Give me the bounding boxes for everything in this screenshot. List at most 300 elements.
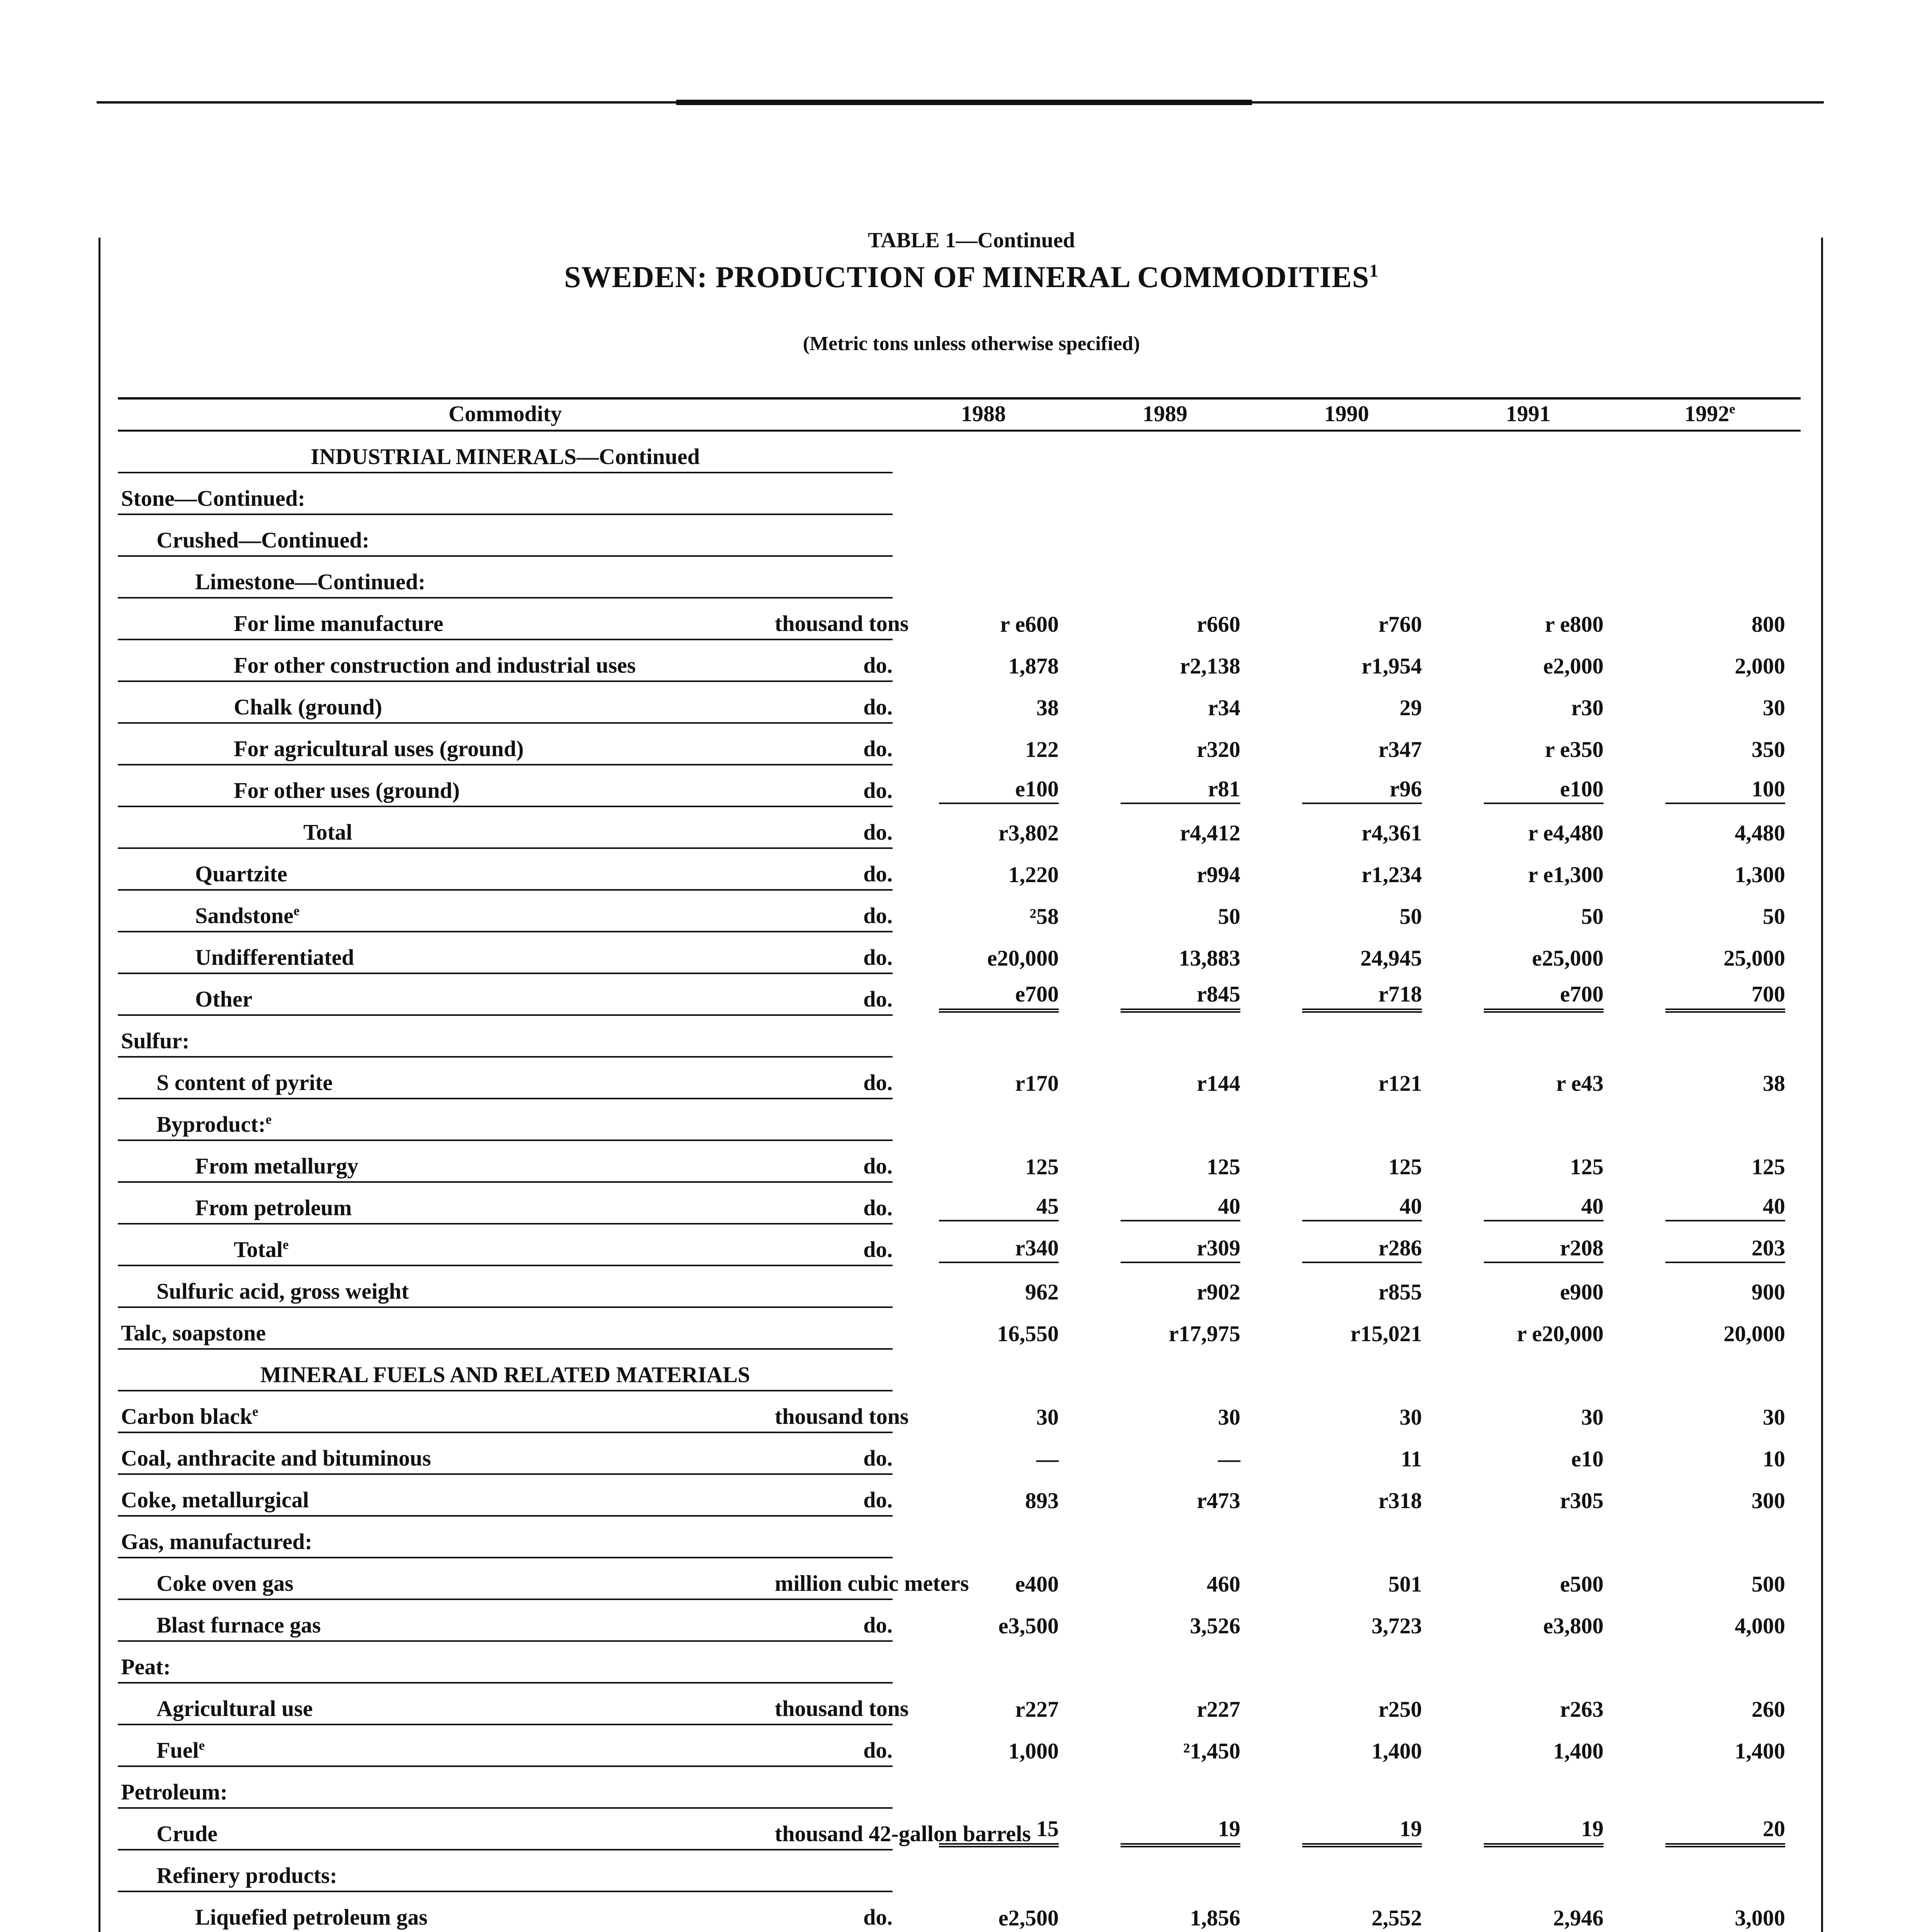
unit-label: do.	[775, 1432, 893, 1474]
value-cell	[1437, 890, 1619, 932]
value-cell	[893, 973, 1074, 1015]
value: r347	[1378, 737, 1422, 762]
value-cell	[893, 1599, 1074, 1641]
value-cell	[1074, 932, 1256, 973]
unit-label: thousand 42-gallon barrels	[775, 1808, 893, 1850]
value-cell	[1256, 1265, 1437, 1307]
value: r902	[1197, 1279, 1241, 1304]
commodity-label: Byproduct:$^e$	[118, 1099, 775, 1140]
value-cell	[1437, 723, 1619, 765]
commodity-label: Petroleum:	[118, 1766, 775, 1808]
group-row	[118, 1099, 1801, 1140]
value-cell	[1074, 1391, 1256, 1432]
value-cell	[1619, 1725, 1801, 1766]
value-cell	[1074, 1307, 1256, 1349]
value-cell	[893, 1683, 1074, 1725]
unit-label: thousand tons	[775, 1391, 893, 1432]
value: 500	[1752, 1571, 1786, 1597]
value-cell	[1256, 1391, 1437, 1432]
value: ²58	[1029, 904, 1059, 929]
commodity-label: Liquefied petroleum gas	[118, 1891, 775, 1932]
value: r e800	[1545, 612, 1604, 637]
value: —	[1036, 1446, 1059, 1471]
empty-cell	[893, 1641, 1074, 1683]
value: 30	[1036, 1405, 1059, 1430]
unit-label: thousand tons	[775, 1683, 893, 1725]
commodity-label: Coke oven gas	[118, 1558, 775, 1599]
empty-cell	[1437, 556, 1619, 598]
value-cell	[1619, 1307, 1801, 1349]
commodity-label: From metallurgy	[118, 1140, 775, 1182]
value-cell	[1074, 1432, 1256, 1474]
table-row	[118, 1224, 1801, 1265]
value-cell	[1074, 890, 1256, 932]
empty-cell	[1256, 1766, 1437, 1808]
value: ²1,450	[1183, 1738, 1241, 1764]
value: r318	[1378, 1488, 1422, 1513]
value: 460	[1207, 1571, 1241, 1597]
value-cell	[893, 1391, 1074, 1432]
commodity-label: Coal, anthracite and bituminous	[118, 1432, 775, 1474]
value: 3,000	[1735, 1905, 1786, 1930]
value-cell	[1074, 723, 1256, 765]
value: r473	[1197, 1488, 1241, 1513]
table-row	[118, 1599, 1801, 1641]
value: 3,526	[1190, 1613, 1241, 1638]
value-cell	[1437, 598, 1619, 639]
commodity-label: Sandstone$^e$	[118, 890, 775, 932]
section-row	[118, 431, 1801, 473]
value-cell	[1074, 1808, 1256, 1850]
value-cell	[1074, 1057, 1256, 1099]
table-row	[118, 1558, 1801, 1599]
value-cell	[1437, 1683, 1619, 1725]
commodity-label: Agricultural use	[118, 1683, 775, 1725]
group-row	[118, 1641, 1801, 1683]
value: r320	[1197, 737, 1241, 762]
commodity-label: For other construction and industrial uses	[118, 639, 775, 681]
value-cell	[1074, 1725, 1256, 1766]
value-cell	[1074, 848, 1256, 890]
value-cell	[1619, 598, 1801, 639]
value-cell	[1074, 806, 1256, 848]
value: e2,000	[1543, 653, 1604, 679]
value-cell	[1619, 973, 1801, 1015]
value-cell	[1074, 1891, 1256, 1932]
value-cell	[893, 598, 1074, 639]
value: r e350	[1545, 737, 1604, 762]
value-cell	[1619, 765, 1801, 806]
commodity-label: Blast furnace gas	[118, 1599, 775, 1641]
empty-cell	[893, 1099, 1074, 1140]
unit-label	[775, 1766, 893, 1808]
value: 1,220	[1008, 862, 1059, 887]
value: 122	[1025, 737, 1059, 762]
value: 40	[1484, 1193, 1604, 1221]
commodity-label: Total$^e$	[118, 1224, 775, 1265]
unit-label: do.	[775, 1474, 893, 1516]
value: e3,500	[998, 1613, 1059, 1638]
empty-cell	[893, 514, 1074, 556]
value-cell	[1256, 765, 1437, 806]
table-row	[118, 598, 1801, 639]
value: 700	[1665, 981, 1785, 1013]
commodity-label: S content of pyrite	[118, 1057, 775, 1099]
group-row	[118, 514, 1801, 556]
value-cell	[1256, 1599, 1437, 1641]
value: 260	[1752, 1697, 1786, 1722]
value: 10	[1763, 1446, 1786, 1471]
value: r227	[1197, 1697, 1241, 1722]
value: r34	[1208, 695, 1241, 720]
commodity-label: Limestone—Continued:	[118, 556, 775, 598]
table-row	[118, 639, 1801, 681]
value: r1,954	[1361, 653, 1422, 679]
empty-cell	[1437, 1641, 1619, 1683]
value-cell	[1437, 1891, 1619, 1932]
table-row	[118, 1265, 1801, 1307]
value: r208	[1484, 1235, 1604, 1263]
value: 125	[1388, 1154, 1422, 1179]
empty-cell	[1074, 1349, 1256, 1391]
value-cell	[1619, 1432, 1801, 1474]
empty-cell	[1437, 1516, 1619, 1558]
value-cell	[893, 1224, 1074, 1265]
value: 20	[1665, 1816, 1785, 1847]
value: e10	[1571, 1446, 1604, 1471]
value: 40	[1302, 1193, 1422, 1221]
value: 30	[1581, 1405, 1604, 1430]
unit-label	[775, 473, 893, 514]
table-row	[118, 1391, 1801, 1432]
group-row	[118, 1766, 1801, 1808]
empty-cell	[1256, 1516, 1437, 1558]
empty-cell	[1619, 1516, 1801, 1558]
empty-cell	[893, 1850, 1074, 1891]
unit-label: do.	[775, 765, 893, 806]
section-heading: MINERAL FUELS AND RELATED MATERIALS	[118, 1349, 893, 1391]
value: 1,856	[1190, 1905, 1241, 1930]
value: 125	[1025, 1154, 1059, 1179]
value: r e20,000	[1517, 1321, 1604, 1346]
unit-label: do.	[775, 681, 893, 723]
value: 24,945	[1360, 946, 1422, 971]
value-cell	[893, 1140, 1074, 1182]
empty-cell	[1437, 1349, 1619, 1391]
unit-label: do.	[775, 1140, 893, 1182]
group-row	[118, 1850, 1801, 1891]
table-row	[118, 1891, 1801, 1932]
value-cell	[1437, 1182, 1619, 1224]
table-row	[118, 1432, 1801, 1474]
value: 893	[1025, 1488, 1059, 1513]
value: 125	[1752, 1154, 1786, 1179]
value-cell	[1074, 1140, 1256, 1182]
empty-cell	[1437, 431, 1619, 473]
value: 1,400	[1371, 1738, 1422, 1764]
value: 50	[1218, 904, 1241, 929]
value: r170	[1015, 1071, 1059, 1096]
value-cell	[1256, 1558, 1437, 1599]
unit-label: million cubic meters	[775, 1558, 893, 1599]
value-cell	[1619, 1558, 1801, 1599]
value-cell	[893, 723, 1074, 765]
value: e3,800	[1543, 1613, 1604, 1638]
value-cell	[1619, 1391, 1801, 1432]
value: 29	[1400, 695, 1422, 720]
empty-cell	[1074, 1015, 1256, 1057]
value-cell	[1074, 1683, 1256, 1725]
value: r855	[1378, 1279, 1422, 1304]
empty-cell	[1619, 556, 1801, 598]
value-cell	[1074, 1474, 1256, 1516]
value: 1,878	[1008, 653, 1059, 679]
value: 19	[1121, 1816, 1240, 1847]
value: r e43	[1556, 1071, 1604, 1096]
value-cell	[1619, 639, 1801, 681]
commodity-label: Undifferentiated	[118, 932, 775, 973]
commodity-label: Sulfur:	[118, 1015, 775, 1057]
empty-cell	[893, 556, 1074, 598]
table-subtitle: (Metric tons unless otherwise specified)	[803, 333, 1140, 355]
commodity-label: Other	[118, 973, 775, 1015]
value-cell	[1619, 806, 1801, 848]
value-cell	[1437, 1307, 1619, 1349]
value: 30	[1400, 1405, 1422, 1430]
value-cell	[1437, 1224, 1619, 1265]
empty-cell	[1437, 1015, 1619, 1057]
value: r3,802	[998, 820, 1059, 845]
value-cell	[893, 765, 1074, 806]
empty-cell	[1074, 1516, 1256, 1558]
value-cell	[893, 1265, 1074, 1307]
value: 350	[1752, 737, 1786, 762]
value-cell	[1256, 1307, 1437, 1349]
empty-cell	[1074, 1766, 1256, 1808]
value: 40	[1121, 1193, 1240, 1221]
value: r760	[1378, 612, 1422, 637]
unit-label	[775, 1850, 893, 1891]
unit-label: do.	[775, 723, 893, 765]
value-cell	[1619, 1683, 1801, 1725]
empty-cell	[1074, 431, 1256, 473]
empty-cell	[1256, 1099, 1437, 1140]
value: 30	[1763, 1405, 1786, 1430]
empty-cell	[1619, 473, 1801, 514]
value-cell	[1256, 1683, 1437, 1725]
value-cell	[1256, 1432, 1437, 1474]
value: r2,138	[1180, 653, 1241, 679]
value: r4,412	[1180, 820, 1241, 845]
empty-cell	[1074, 1641, 1256, 1683]
value: r4,361	[1361, 820, 1422, 845]
value: 100	[1665, 776, 1785, 804]
commodity-label: Carbon black$^e$	[118, 1391, 775, 1432]
value: 3,723	[1371, 1613, 1422, 1638]
value: 1,400	[1553, 1738, 1604, 1764]
value: r30	[1571, 695, 1604, 720]
unit-label: do.	[775, 639, 893, 681]
value-cell	[893, 932, 1074, 973]
unit-label	[775, 1265, 893, 1307]
commodity-label: For lime manufacture	[118, 598, 775, 639]
empty-cell	[1256, 1349, 1437, 1391]
value: 1,300	[1735, 862, 1786, 887]
value-cell	[1256, 1891, 1437, 1932]
table-label: TABLE 1—Continued	[868, 228, 1075, 252]
value-cell	[1256, 890, 1437, 932]
empty-cell	[1437, 473, 1619, 514]
value: 800	[1752, 612, 1786, 637]
commodity-label: Stone—Continued:	[118, 473, 775, 514]
table-title: SWEDEN: PRODUCTION OF MINERAL COMMODITIES$^1$	[564, 260, 1379, 294]
value-cell	[893, 1474, 1074, 1516]
empty-cell	[1619, 1099, 1801, 1140]
value: r250	[1378, 1697, 1422, 1722]
value-cell	[893, 1725, 1074, 1766]
value: r1,234	[1361, 862, 1422, 887]
value: —	[1218, 1446, 1241, 1471]
value: r309	[1121, 1235, 1240, 1263]
value: 15	[939, 1816, 1059, 1847]
value-cell	[893, 681, 1074, 723]
empty-cell	[1619, 1349, 1801, 1391]
value-cell	[1619, 723, 1801, 765]
value: r305	[1560, 1488, 1604, 1513]
group-row	[118, 473, 1801, 514]
empty-cell	[1619, 1015, 1801, 1057]
header-year: 1991	[1506, 401, 1551, 426]
unit-label: do.	[775, 973, 893, 1015]
empty-cell	[1256, 473, 1437, 514]
unit-label	[775, 1099, 893, 1140]
value-cell	[1437, 806, 1619, 848]
commodity-label: Gas, manufactured:	[118, 1516, 775, 1558]
value: 19	[1484, 1816, 1604, 1847]
right-margin-rule	[1821, 238, 1823, 1932]
table-row	[118, 723, 1801, 765]
section-heading: INDUSTRIAL MINERALS—Continued	[118, 431, 893, 473]
value-cell	[1619, 1057, 1801, 1099]
value-cell	[1437, 765, 1619, 806]
value-cell	[1437, 639, 1619, 681]
value-cell	[1256, 1057, 1437, 1099]
empty-cell	[1437, 1099, 1619, 1140]
value-cell	[1619, 681, 1801, 723]
value: 20,000	[1723, 1321, 1786, 1346]
table-row	[118, 1140, 1801, 1182]
value-cell	[1256, 932, 1437, 973]
value: 4,480	[1735, 820, 1786, 845]
value-cell	[893, 639, 1074, 681]
empty-cell	[893, 431, 1074, 473]
table-row	[118, 1683, 1801, 1725]
value-cell	[1619, 1182, 1801, 1224]
value: 13,883	[1179, 946, 1241, 971]
value: e900	[1560, 1279, 1604, 1304]
commodity-label: Sulfuric acid, gross weight	[118, 1265, 775, 1307]
value: r718	[1302, 981, 1422, 1013]
value: r286	[1302, 1235, 1422, 1263]
unit-label	[775, 556, 893, 598]
commodity-label: Coke, metallurgical	[118, 1474, 775, 1516]
commodity-label: From petroleum	[118, 1182, 775, 1224]
empty-cell	[1256, 556, 1437, 598]
empty-cell	[1256, 1850, 1437, 1891]
value: e25,000	[1532, 946, 1604, 971]
header-year: 1992e	[1684, 401, 1735, 426]
value: 125	[1207, 1154, 1241, 1179]
empty-cell	[893, 1349, 1074, 1391]
empty-cell	[1619, 1766, 1801, 1808]
empty-cell	[1437, 1766, 1619, 1808]
empty-cell	[1074, 514, 1256, 556]
value-cell	[1437, 932, 1619, 973]
unit-label	[775, 1641, 893, 1683]
empty-cell	[1256, 431, 1437, 473]
value: 16,550	[997, 1321, 1059, 1346]
value: e700	[939, 981, 1059, 1013]
value: r17,975	[1168, 1321, 1241, 1346]
value-cell	[1256, 598, 1437, 639]
unit-label: do.	[775, 806, 893, 848]
unit-label: do.	[775, 1057, 893, 1099]
unit-label: do.	[775, 1599, 893, 1641]
value-cell	[1437, 1432, 1619, 1474]
table-row	[118, 848, 1801, 890]
value: 2,000	[1735, 653, 1786, 679]
production-table	[118, 397, 1801, 1932]
commodity-label: Refinery products:	[118, 1850, 775, 1891]
value-cell	[1256, 1474, 1437, 1516]
section-row	[118, 1349, 1801, 1391]
empty-cell	[1074, 473, 1256, 514]
empty-cell	[1619, 431, 1801, 473]
value-cell	[893, 1891, 1074, 1932]
group-row	[118, 556, 1801, 598]
table-row	[118, 1182, 1801, 1224]
value-cell	[1074, 639, 1256, 681]
commodity-label: Fuel$^e$	[118, 1725, 775, 1766]
value-cell	[1437, 1474, 1619, 1516]
value-cell	[1619, 1265, 1801, 1307]
value-cell	[893, 1432, 1074, 1474]
table-body	[118, 431, 1801, 1932]
value: r263	[1560, 1697, 1604, 1722]
value: 30	[1763, 695, 1786, 720]
unit-label	[775, 1015, 893, 1057]
value: e700	[1484, 981, 1604, 1013]
value: 38	[1763, 1071, 1786, 1096]
value-cell	[1437, 848, 1619, 890]
commodity-label: Total	[118, 806, 775, 848]
commodity-label: Talc, soapstone	[118, 1307, 775, 1349]
top-rule-accent	[676, 100, 1252, 105]
table-row	[118, 973, 1801, 1015]
value: 50	[1400, 904, 1422, 929]
value: r81	[1121, 776, 1240, 804]
table-row	[118, 1474, 1801, 1516]
group-row	[118, 1516, 1801, 1558]
empty-cell	[1074, 1099, 1256, 1140]
value-cell	[1074, 681, 1256, 723]
value-cell	[1619, 1891, 1801, 1932]
value: 1,000	[1008, 1738, 1059, 1764]
value: r340	[939, 1235, 1059, 1263]
value-cell	[1437, 1265, 1619, 1307]
value: 25,000	[1723, 946, 1786, 971]
value: 300	[1752, 1488, 1786, 1513]
